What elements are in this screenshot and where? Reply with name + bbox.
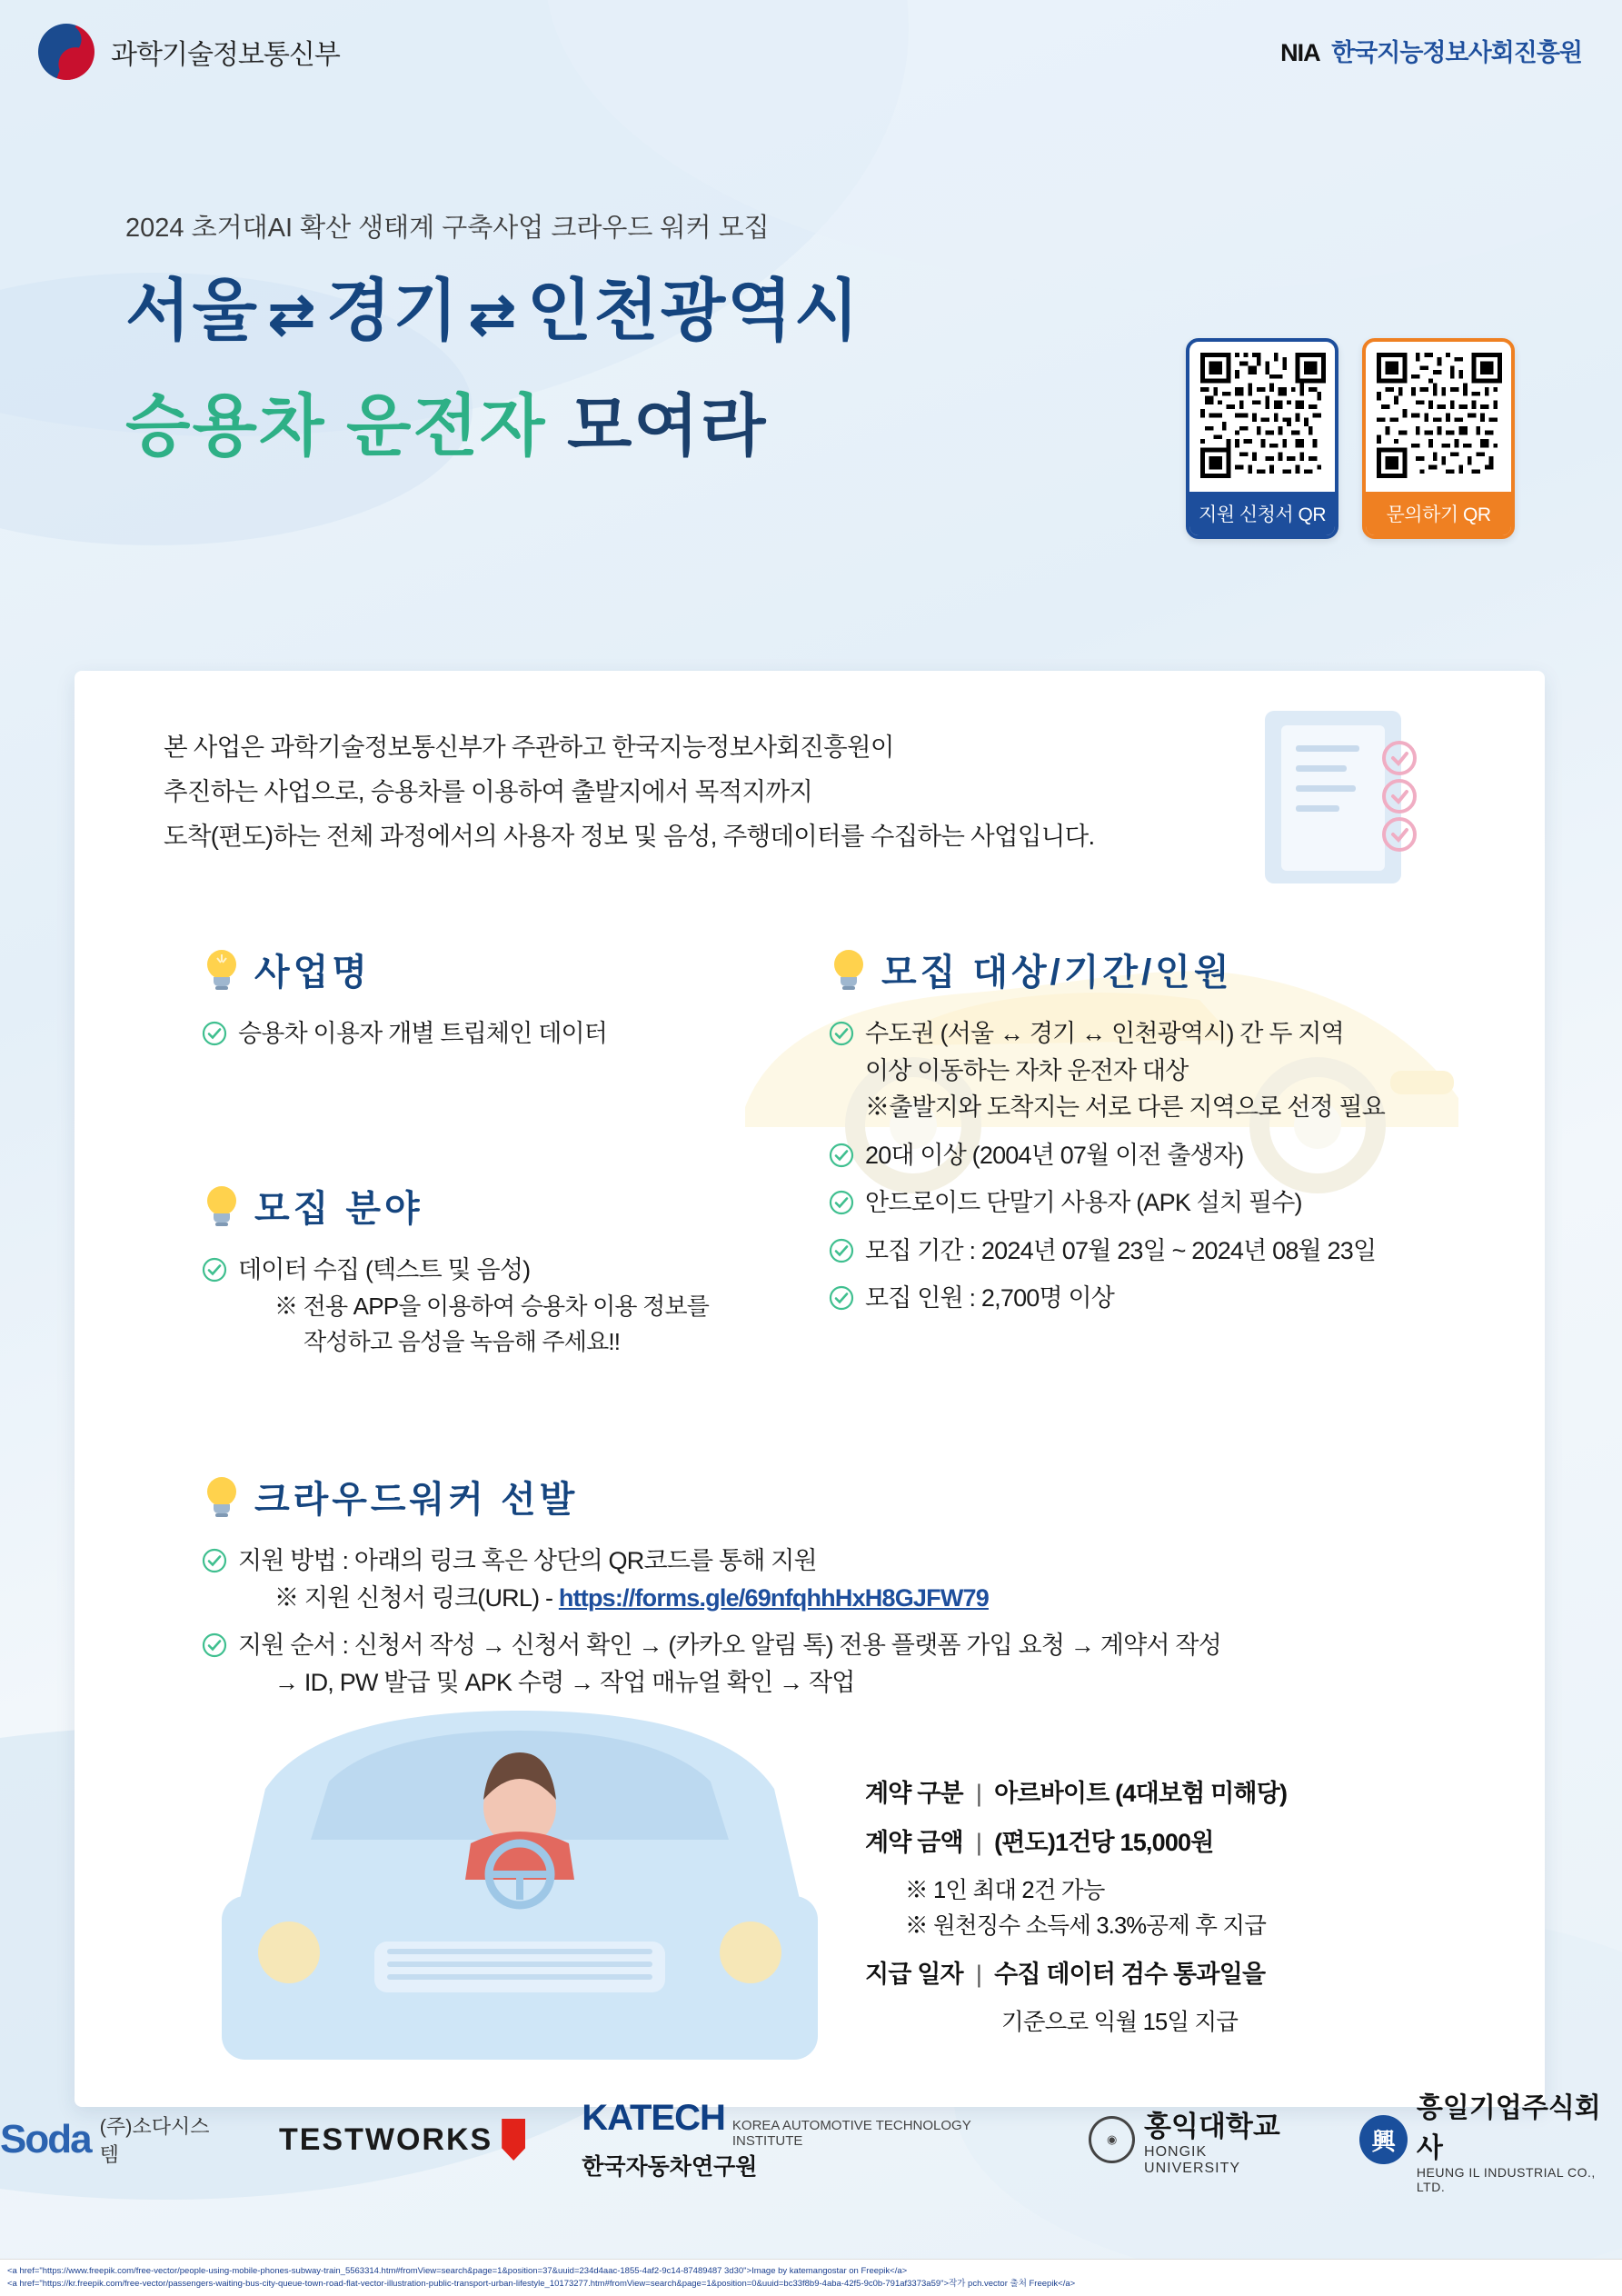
section-selection-title: 크라우드워커 선발 bbox=[254, 1480, 579, 1520]
intro-line-2: 추진하는 사업으로, 승용차를 이용하여 출발지에서 목적지까지 bbox=[164, 776, 813, 805]
contract-info-block bbox=[865, 1775, 1501, 2041]
katech-logo-kr: 한국자동차연구원 bbox=[582, 2154, 758, 2180]
headline-highlight: 승용차 운전자 bbox=[125, 387, 547, 464]
list-item-label: 승용차 이용자 개별 트립체인 데이터 bbox=[238, 1020, 608, 1047]
partner-logo-bar bbox=[0, 2085, 1622, 2194]
list-item-label: 데이터 수집 (텍스트 및 음성) bbox=[238, 1256, 531, 1283]
section-field-items bbox=[202, 1252, 783, 1360]
headline-city-1: 서울 bbox=[125, 273, 259, 348]
headline-line-2 bbox=[125, 373, 1170, 469]
qr-card-application[interactable] bbox=[1186, 338, 1338, 539]
list-item-group bbox=[865, 1015, 1385, 1126]
section-business-name-items bbox=[202, 1015, 747, 1053]
divider-bar: | bbox=[975, 1960, 982, 1988]
apply-method-label: 지원 방법 : 아래의 링크 혹은 상단의 QR코드를 통해 지원 bbox=[238, 1547, 817, 1574]
image-credits bbox=[0, 2259, 1622, 2296]
soda-logo-label: Soda bbox=[0, 2117, 91, 2161]
katech-logo bbox=[582, 2098, 1032, 2181]
apply-link-prefix: ※ 지원 신청서 링크(URL) - bbox=[274, 1583, 559, 1612]
intro-line-1: 본 사업은 과학기술정보통신부가 주관하고 한국지능정보사회진흥원이 bbox=[164, 733, 894, 761]
lightbulb-icon bbox=[829, 946, 869, 993]
qr-code-icon bbox=[1200, 353, 1326, 478]
section-field-title: 모집 분야 bbox=[254, 1189, 423, 1229]
heung-il-logo-sub: HEUNG IL INDUSTRIAL CO., LTD. bbox=[1416, 2165, 1596, 2194]
qr-label-application: 지원 신청서 QR bbox=[1189, 492, 1335, 535]
apply-order-label: 지원 순서 : 신청서 작성 → 신청서 확인 → (카카오 알림 톡) 전용 플랫폼 가입 요청 → 계약서 작성 bbox=[238, 1632, 1221, 1659]
section-field-header bbox=[202, 1180, 783, 1232]
list-item-label: 모집 인원 : 2,700명 이상 bbox=[865, 1284, 1115, 1312]
bidirectional-arrow-icon-2: ⇄ bbox=[468, 284, 518, 346]
credit-line-1: <a href="https://www.freepik.com/free-vector/people-using-mobile-phones-subway-train_5563314.htm#fromView=search&page=1&position=37&uuid=234d4aac-1855-4af2-9c14-87489487 3d30">Image by katemangostar on Freepik</a> bbox=[7, 2265, 908, 2276]
check-circle-icon bbox=[202, 1021, 227, 1046]
check-circle-icon bbox=[829, 1021, 854, 1046]
section-target-items bbox=[829, 1015, 1519, 1317]
check-circle-icon bbox=[202, 1548, 227, 1573]
main-content-card bbox=[75, 671, 1545, 2107]
section-business-name bbox=[202, 943, 747, 1063]
check-circle-icon bbox=[202, 1632, 227, 1658]
section-target-title: 모집 대상/기간/인원 bbox=[881, 953, 1233, 993]
contract-payday-row bbox=[865, 1956, 1501, 1994]
list-item-label: 수도권 (서울 ↔ 경기 ↔ 인천광역시) 간 두 지역 bbox=[865, 1020, 1344, 1047]
contract-amount-row bbox=[865, 1824, 1501, 1862]
hongik-logo-sub: HONGIK UNIVERSITY bbox=[1144, 2143, 1241, 2176]
list-item-label: 20대 이상 (2004년 07월 이전 출생자) bbox=[865, 1141, 1244, 1169]
divider-bar: | bbox=[975, 1828, 982, 1856]
lightbulb-icon bbox=[202, 1183, 242, 1230]
section-selection-header bbox=[202, 1471, 1438, 1522]
nia-abbr-label: NIA bbox=[1280, 39, 1320, 66]
list-item bbox=[829, 1184, 1519, 1222]
university-seal-icon: ◉ bbox=[1089, 2116, 1135, 2163]
qr-label-inquiry: 문의하기 QR bbox=[1366, 492, 1511, 535]
apply-order-line-2: → ID, PW 발급 및 APK 수령 → 작업 매뉴얼 확인 → 작업 bbox=[274, 1668, 855, 1696]
heung-il-mark-icon: 興 bbox=[1359, 2115, 1408, 2164]
korea-government-emblem-icon bbox=[38, 24, 95, 80]
headline-city-2: 경기 bbox=[325, 273, 460, 348]
apply-link-row bbox=[274, 1580, 989, 1617]
nia-full-label: 한국지능정보사회진흥원 bbox=[1331, 39, 1582, 66]
katech-logo-label: KATECH bbox=[582, 2098, 725, 2138]
heung-il-logo-label: 흥일기업주식회사 bbox=[1416, 2093, 1601, 2163]
section-business-name-header bbox=[202, 943, 747, 995]
testworks-logo-label: TESTWORKS bbox=[278, 2121, 493, 2157]
section-business-name-title: 사업명 bbox=[254, 953, 371, 993]
testworks-logo bbox=[279, 2119, 525, 2161]
check-circle-icon bbox=[829, 1190, 854, 1215]
title-block bbox=[125, 207, 1170, 469]
lightbulb-icon bbox=[202, 1473, 242, 1521]
hongik-university-logo bbox=[1089, 2103, 1303, 2177]
contract-type-value: 아르바이트 (4대보험 미해당) bbox=[994, 1780, 1288, 1807]
list-item bbox=[829, 1015, 1519, 1126]
section-field bbox=[202, 1180, 783, 1371]
check-circle-icon bbox=[829, 1143, 854, 1168]
soda-logo-sub: (주)소다시스템 bbox=[99, 2115, 210, 2166]
check-circle-icon bbox=[202, 1257, 227, 1283]
qr-code-icon bbox=[1377, 353, 1502, 478]
list-item-label: 안드로이드 단말기 사용자 (APK 설치 필수) bbox=[865, 1189, 1302, 1216]
section-selection-items bbox=[202, 1542, 1438, 1701]
field-note-1: ※ 전용 APP을 이용하여 승용차 이용 정보를 bbox=[274, 1292, 710, 1320]
hongik-logo-text bbox=[1144, 2103, 1303, 2177]
target-item-1-note: ※출발지와 도착지는 서로 다른 지역으로 선정 필요 bbox=[865, 1093, 1386, 1121]
contract-amount-note-2: ※ 원천징수 소득세 3.3%공제 후 지급 bbox=[905, 1913, 1267, 1940]
contract-row-amount bbox=[865, 1824, 1501, 1945]
list-item bbox=[202, 1542, 1438, 1616]
headline-call-to-action: 모여라 bbox=[567, 387, 768, 464]
government-logo bbox=[38, 24, 340, 80]
section-target bbox=[829, 943, 1519, 1328]
heung-il-logo-text bbox=[1417, 2085, 1622, 2194]
list-item bbox=[829, 1280, 1519, 1317]
intro-paragraph bbox=[164, 725, 1390, 859]
intro-line-3: 도착(편도)하는 전체 과정에서의 사용자 정보 및 음성, 주행데이터를 수집하는 사업입니다. bbox=[164, 821, 1095, 850]
contract-payday-label: 지급 일자 bbox=[865, 1960, 963, 1988]
contract-payday-value: 수집 데이터 검수 통과일을 bbox=[994, 1960, 1266, 1988]
contract-row-payday bbox=[865, 1956, 1501, 2041]
hongik-logo-label: 홍익대학교 bbox=[1144, 2110, 1280, 2142]
list-item bbox=[202, 1015, 747, 1053]
section-target-header bbox=[829, 943, 1519, 995]
contract-amount-note-1: ※ 1인 최대 2건 가능 bbox=[905, 1877, 1105, 1903]
page-header bbox=[0, 0, 1622, 127]
contract-row-type bbox=[865, 1775, 1501, 1813]
bidirectional-arrow-icon-1: ⇄ bbox=[267, 284, 317, 346]
blue-car-front-illustration-icon bbox=[184, 1680, 856, 2080]
list-item bbox=[202, 1252, 783, 1360]
katech-logo-sub: KOREA AUTOMOTIVE TECHNOLOGY INSTITUTE bbox=[731, 2118, 971, 2149]
check-circle-icon bbox=[829, 1238, 854, 1263]
field-note-2: 작성하고 음성을 녹음해 주세요!! bbox=[304, 1327, 621, 1355]
heung-il-industrial-logo bbox=[1359, 2085, 1622, 2194]
qr-card-inquiry[interactable] bbox=[1362, 338, 1515, 539]
gov-name-label: 과학기술정보통신부 bbox=[111, 40, 340, 70]
credit-line-2: <a href="https://kr.freepik.com/free-vector/passengers-waiting-bus-city-queue-town-road-flat-vector-illustration-public-transport-urban-lifestyle_10173277.htm#fromView=search&page=1&position=0&uuid=bc33f8b9-4aba-42f5-9c0b-791af3373a59">작가 pch.vector 출처 Freepik</a> bbox=[7, 2278, 1076, 2289]
list-item-label: 모집 기간 : 2024년 07월 23일 ~ 2024년 08월 23일 bbox=[865, 1236, 1377, 1264]
soda-system-logo bbox=[0, 2111, 223, 2168]
lightbulb-icon bbox=[202, 946, 242, 993]
list-item-group bbox=[238, 1542, 989, 1616]
contract-payday-note: 기준으로 익월 15일 지급 bbox=[1001, 2009, 1239, 2035]
check-circle-icon bbox=[829, 1285, 854, 1311]
headline-line-1 bbox=[125, 268, 1170, 354]
contract-amount-value: (편도)1건당 15,000원 bbox=[994, 1828, 1214, 1856]
target-item-1-line-2: 이상 이동하는 자차 운전자 대상 bbox=[865, 1056, 1189, 1084]
eyebrow-text: 2024 초거대AI 확산 생태계 구축사업 크라우드 워커 모집 bbox=[125, 214, 770, 243]
application-form-link[interactable]: https://forms.gle/69nfqhhHxH8GJFW79 bbox=[558, 1583, 989, 1612]
divider-bar: | bbox=[975, 1780, 982, 1807]
qr-code-group bbox=[1186, 338, 1515, 539]
nia-logo bbox=[1280, 33, 1582, 68]
list-item-group bbox=[238, 1252, 709, 1360]
section-selection bbox=[202, 1471, 1438, 1712]
headline-city-3: 인천광역시 bbox=[526, 273, 861, 348]
list-item bbox=[829, 1233, 1519, 1270]
contract-type-label: 계약 구분 bbox=[865, 1780, 963, 1807]
list-item bbox=[829, 1137, 1519, 1174]
contract-amount-label: 계약 금액 bbox=[865, 1828, 963, 1856]
katech-logo-text bbox=[582, 2098, 1032, 2181]
testworks-mark-icon bbox=[502, 2119, 525, 2161]
